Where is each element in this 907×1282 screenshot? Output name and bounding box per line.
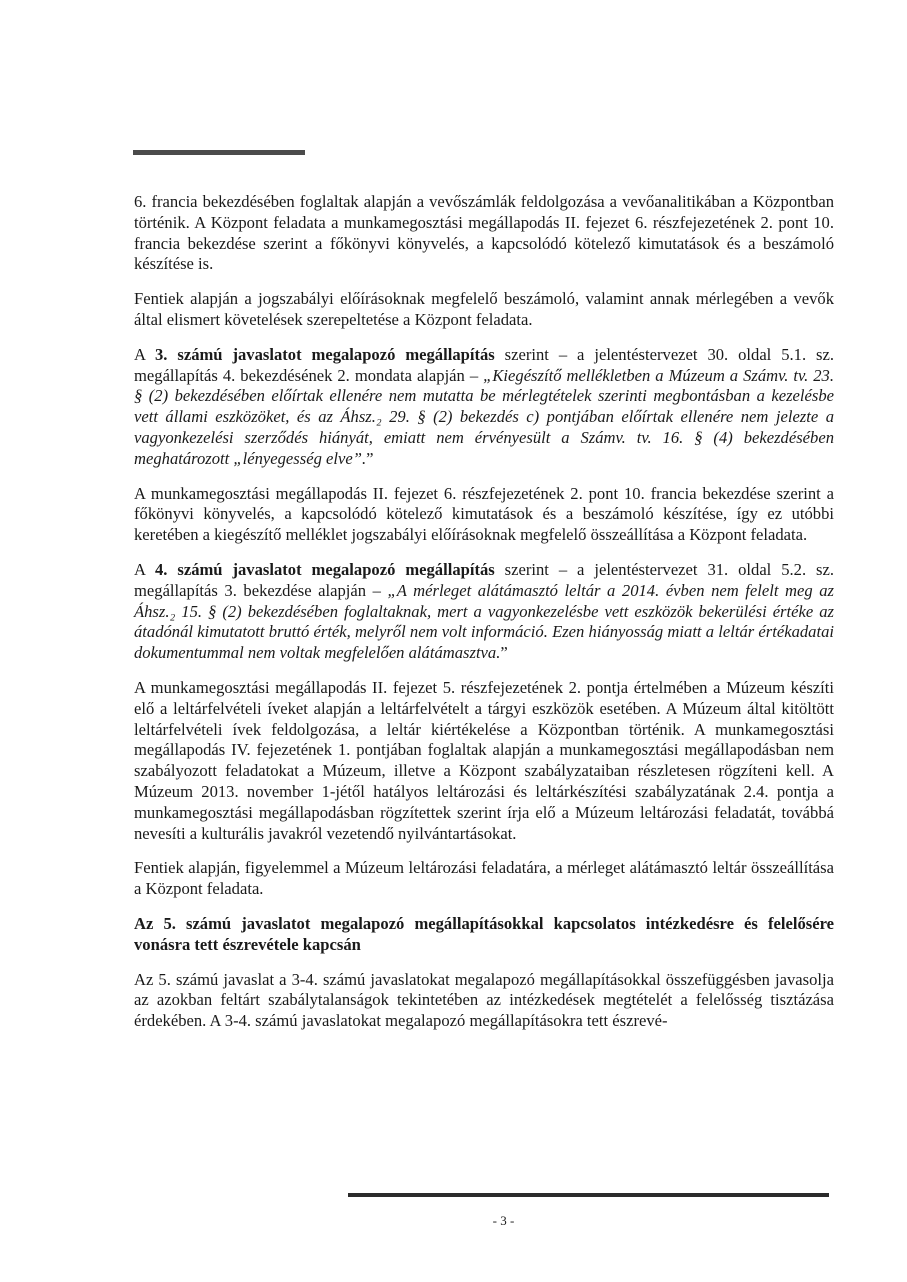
bold-text: 3. számú javaslatot megalapozó megállapítás xyxy=(155,344,495,364)
bold-text: Az 5. számú javaslatot megalapozó megállapításokkal kapcsolatos intézkedésre és felelősére vonásra tett észrevétele kapcsán xyxy=(134,913,834,954)
header-rule xyxy=(133,150,305,155)
text-segment: Fentiek alapján, figyelemmel a Múzeum leltározási feladatára, a mérleget alátámasztó leltár összeállítása a Központ feladata. xyxy=(134,858,834,899)
text-segment: ” xyxy=(366,448,374,468)
paragraph xyxy=(134,970,834,1032)
bold-text: 4. számú javaslatot megalapozó megállapítás xyxy=(155,559,495,579)
text-segment: szerint – a jelentéstervezet 31. oldal 5.2. sz. megállapítás 3. bekezdése alapján – xyxy=(134,559,835,600)
text-segment: Fentiek alapján a jogszabályi előírásoknak megfelelő beszámoló, valamint annak mérlegében a vevők által elismert követelések szerepeltetése a Központ feladata. xyxy=(134,289,834,329)
text-segment: ” xyxy=(500,643,508,663)
text-segment: 6. francia bekezdésében foglaltak alapján a vevőszámlák feldolgozása a vevőanalitikában a Központban történik. A Központ feladata a munkamegosztási megállapodás II. fejezet 6. részfejezetének 2. pont 10. francia bekezdése szerint a főkönyvi könyvelés, a kapcsolódó kötelező kimutatások és a beszámoló készítése is. xyxy=(134,192,834,274)
text-segment: Az 5. számú javaslat a 3-4. számú javaslatokat megalapozó megállapításokkal összefüggésben javasolja az azokban feltárt szabálytalanságok tekintetében az intézkedések megtételét a felelősség tisztázása érdekében. A 3-4. számú javaslatokat megalapozó megállapításokra tett észrevé- xyxy=(134,969,834,1031)
text-segment: szerint – a jelentéstervezet 30. oldal 5.1. sz. megállapítás 4. bekezdésének 2. mondata alapján – xyxy=(134,344,835,385)
paragraph xyxy=(134,858,834,900)
text-segment: A munkamegosztási megállapodás II. fejezet 5. részfejezetének 2. pontja értelmében a Múzeum készíti elő a leltárfelvételi íveket alapján a leltárfelvételt a tárgyi eszközök esetében. A Múzeum által kitöltött leltárfelvételi ívek feldolgozása, a leltár kiértékelése a Központban történik. A munkamegosztási megállapodás IV. fejezetének 1. pontjában foglaltak alapján a munkamegosztási megállapodásban nem szabályozott feladatokat a Múzeum, illetve a Központ szabályzataiban részletesen rögzíteni kell. A Múzeum 2013. november 1-jétől hatályos leltározási és leltárkészítési szabályzatának 2.4. pontja a munkamegosztási megállapodásban rögzítettek szerint írja elő a Múzeum leltározási feladatát, továbbá nevesíti a kulturális javakról vezetendő nyilvántartásokat. xyxy=(134,677,834,843)
paragraph xyxy=(134,484,834,546)
text-segment: A xyxy=(134,344,155,364)
paragraph xyxy=(134,345,834,470)
paragraph xyxy=(134,560,834,664)
paragraph xyxy=(134,678,834,844)
section-heading xyxy=(134,914,834,956)
text-segment: A munkamegosztási megállapodás II. fejezet 6. részfejezetének 2. pont 10. francia bekezdése szerint a főkönyvi könyvelés, a kapcsolódó kötelező kimutatások és a beszámoló készítése, így ez utóbbi keretében a kiegészítő melléklet jogszabályi előírásoknak megfelelő összeállítása a Központ feladata. xyxy=(134,483,834,545)
quoted-text: „Kiegészítő mellékletben a Múzeum a Számv. tv. 23. § (2) bekezdésében előírtak ellenére nem mutatta be mérlegtételek szerinti megbontásban a kezelésbe vett állami eszközöket, és az Áhsz.₂ 29. § (2) bekezdés c) pontjában előírtak ellenére nem jelezte a vagyonkezelési szerződés hiányát, emiatt nem érvényesült a Számv. tv. 16. § (4) bekezdésében meghatározott „lényegesség elve”. xyxy=(134,365,834,468)
footer-rule xyxy=(348,1193,829,1197)
paragraph xyxy=(134,192,834,275)
quoted-text: „A mérleget alátámasztó leltár a 2014. évben nem felelt meg az Áhsz.₂ 15. § (2) bekezdésében foglaltaknak, mert a vagyonkezelésbe vett eszközök bekerülési értéke az átadónál kimutatott bruttó érték, melyről nem volt információ. Ezen hiányosság miatt a leltár értékadatai dokumentummal nem voltak megfelelően alátámasztva. xyxy=(134,580,834,663)
text-segment: A xyxy=(134,559,155,579)
document-body xyxy=(134,192,834,1032)
paragraph xyxy=(134,289,834,331)
page-number: - 3 - xyxy=(492,1213,515,1228)
